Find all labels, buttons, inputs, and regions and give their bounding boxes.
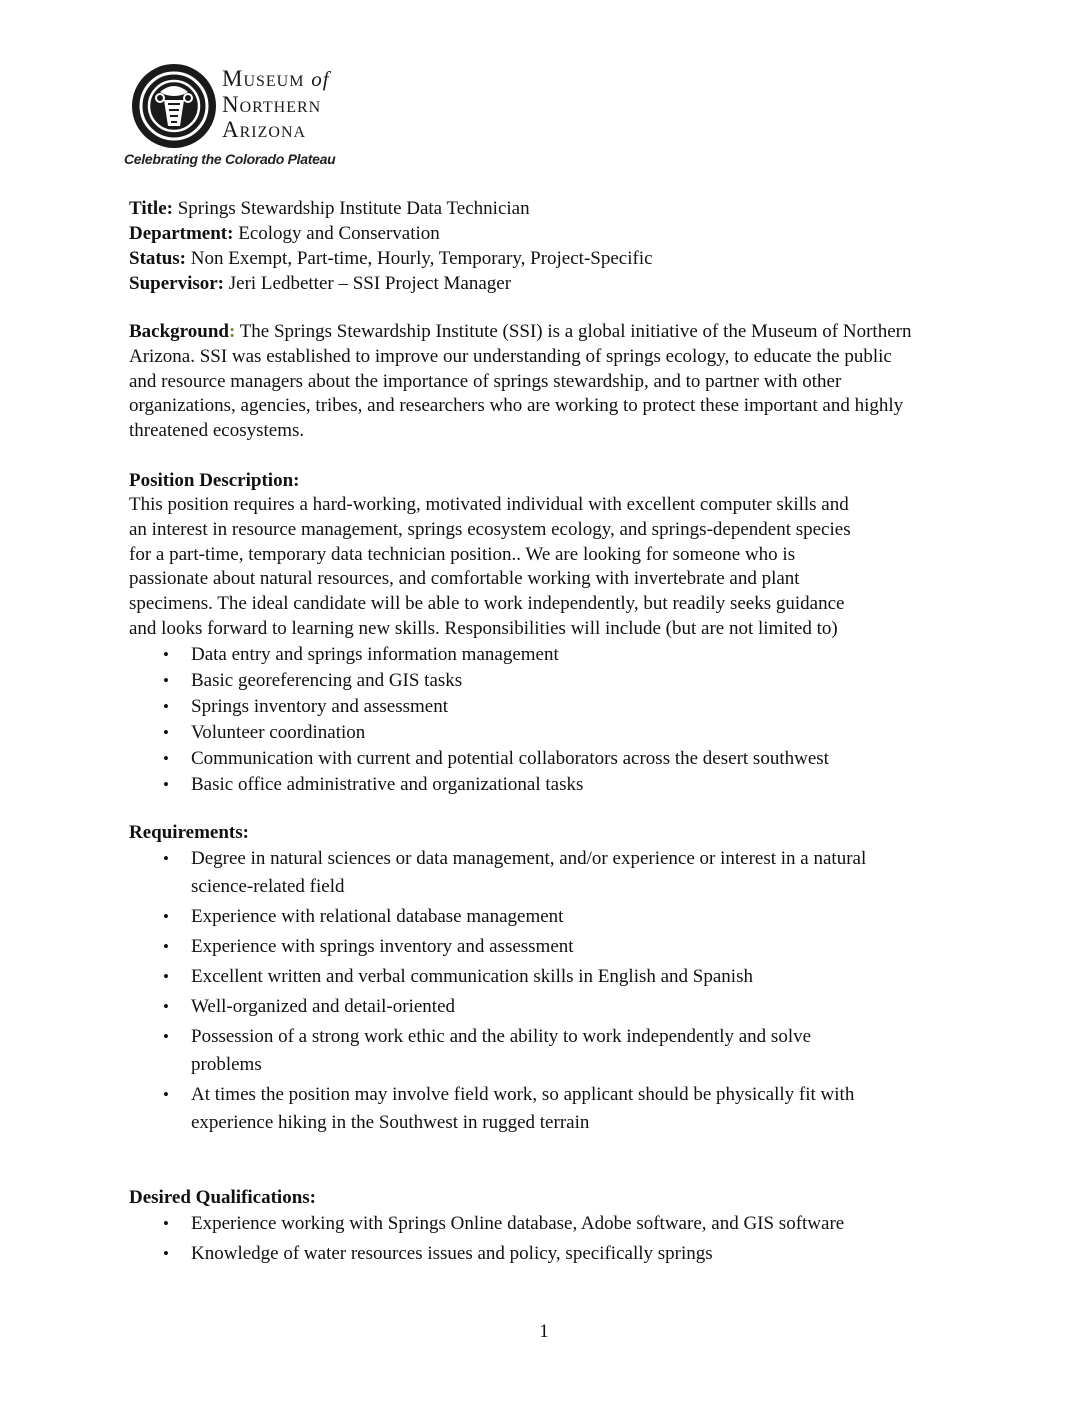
desired-section: [129, 1185, 1019, 1268]
list-item: • Volunteer coordination: [129, 720, 1019, 746]
page-number: 1: [539, 1321, 549, 1342]
background-label: Background: [129, 321, 229, 342]
list-item: • At times the position may involve field work, so applicant should be physically fit with experience hiking in the Southwest in rugged terrain: [129, 1081, 1019, 1137]
list-item: • Experience working with Springs Online database, Adobe software, and GIS software: [129, 1210, 1019, 1238]
field-department: Department: Ecology and Conservation: [129, 223, 440, 244]
logo-tagline: Celebrating the Colorado Plateau: [124, 151, 336, 167]
list-item: • Possession of a strong work ethic and the ability to work independently and solve problems: [129, 1023, 1019, 1079]
job-fields: [129, 196, 1019, 296]
document-body: [129, 196, 1019, 1270]
requirements-section: [129, 820, 1019, 1137]
list-item: • Experience with relational database management: [129, 903, 1019, 931]
requirements-list: [129, 845, 1019, 1137]
field-status: Status: Non Exempt, Part-time, Hourly, Temporary, Project-Specific: [129, 248, 653, 269]
desired-list: [129, 1210, 1019, 1268]
museum-emblem-icon: [130, 62, 218, 150]
responsibilities-list: [129, 642, 1019, 798]
field-title: Title: Springs Stewardship Institute Data Technician: [129, 198, 530, 219]
wordmark-line-1: Museum of: [222, 66, 330, 91]
list-item: • Excellent written and verbal communication skills in English and Spanish: [129, 963, 1019, 991]
list-item: • Data entry and springs information management: [129, 642, 1019, 668]
list-item: • Basic georeferencing and GIS tasks: [129, 668, 1019, 694]
requirements-heading: Requirements:: [129, 821, 249, 843]
list-item: • Degree in natural sciences or data management, and/or experience or interest in a natural science-related field: [129, 845, 1019, 901]
list-item: • Springs inventory and assessment: [129, 694, 1019, 720]
position-heading: Position Description:: [129, 469, 300, 491]
wordmark-line-2: Northern: [222, 92, 322, 117]
desired-heading: Desired Qualifications:: [129, 1186, 317, 1208]
list-item: • Basic office administrative and organizational tasks: [129, 772, 1019, 798]
list-item: • Well-organized and detail-oriented: [129, 993, 1019, 1021]
list-item: • Knowledge of water resources issues and policy, specifically springs: [129, 1240, 1019, 1268]
list-item: • Experience with springs inventory and assessment: [129, 933, 1019, 961]
background-section: Background: The Springs Stewardship Institute (SSI) is a global initiative of the Museum of Northern Arizona. SSI was established to improve our understanding of springs ecology, to educate the public and resource managers about the importance of springs stewardship, and to partner with other organizations, agencies, tribes, and researchers who are working to protect these important and highly threatened ecosystems.: [129, 321, 912, 442]
position-section: Position Description: This position requires a hard-working, motivated individual with excellent computer skills and an interest in resource management, springs ecosystem ecology, and springs-dependent species for a part-time, temporary data technician position.. We are looking for someone who is passionate about natural resources, and comfortable working with invertebrate and plant specimens. The ideal candidate will be able to work independently, but readily seeks guidance and looks forward to learning new skills. Responsibilities will include (but are not limited to) • Data entry and springs information management • Basic georeferencing and GIS tasks • Springs inventory and assessment • Volunteer coordination • Communication with current and potential collaborators across the desert southwest • Basic office administrative and organizational tasks: [129, 468, 1019, 798]
list-item: • Communication with current and potential collaborators across the desert southwest: [129, 746, 1019, 772]
wordmark-line-3: Arizona: [222, 117, 307, 142]
museum-wordmark: [222, 66, 330, 142]
field-supervisor: Supervisor: Jeri Ledbetter – SSI Project Manager: [129, 273, 512, 294]
